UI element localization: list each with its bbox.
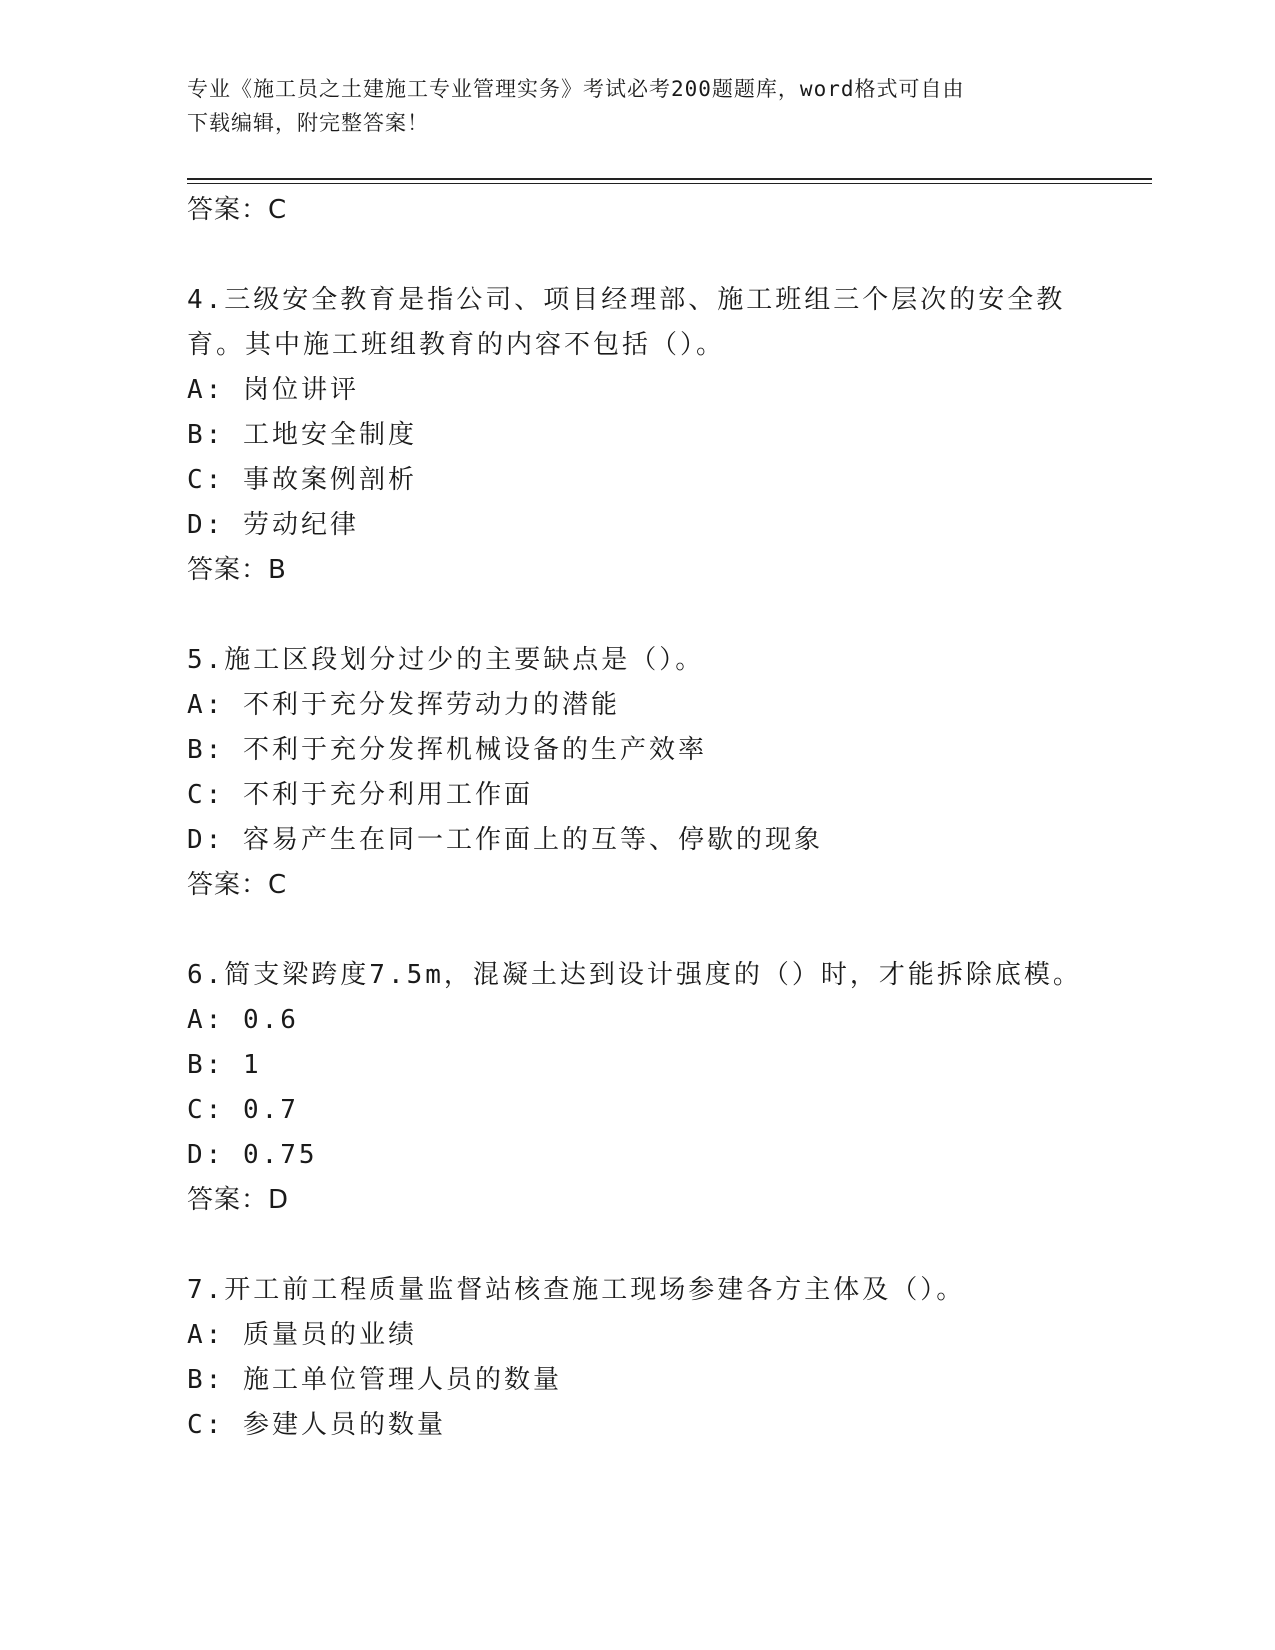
- question-5: [187, 638, 1152, 908]
- header-divider-thin: [187, 183, 1152, 184]
- option-a: A: 0.6: [187, 1005, 299, 1035]
- header-line-2: 下载编辑，附完整答案！: [187, 111, 429, 135]
- option-a: A: 岗位讲评: [187, 375, 359, 405]
- previous-answer: 答案：C: [187, 195, 288, 225]
- option-b: B: 工地安全制度: [187, 420, 417, 450]
- answer: 答案：C: [187, 870, 288, 900]
- question-stem: 7.开工前工程质量监督站核查施工现场参建各方主体及（）。: [187, 1275, 966, 1305]
- spacer: [187, 1223, 1152, 1268]
- option-d: D: 劳动纪律: [187, 510, 359, 540]
- header-divider-thick: [187, 178, 1152, 180]
- option-c: C: 事故案例剖析: [187, 465, 417, 495]
- option-b: B: 施工单位管理人员的数量: [187, 1365, 562, 1395]
- answer: 答案：B: [187, 555, 287, 585]
- option-a: A: 不利于充分发挥劳动力的潜能: [187, 690, 620, 720]
- question-4: [187, 278, 1152, 593]
- option-b: B: 1: [187, 1050, 262, 1080]
- option-d: D: 0.75: [187, 1140, 318, 1170]
- question-7: [187, 1268, 1152, 1448]
- option-c: C: 不利于充分利用工作面: [187, 780, 533, 810]
- option-a: A: 质量员的业绩: [187, 1320, 417, 1350]
- header-line-1: 专业《施工员之土建施工专业管理实务》考试必考200题题库，word格式可自由: [187, 77, 965, 101]
- question-stem-cont: 育。其中施工班组教育的内容不包括（）。: [187, 330, 726, 360]
- spacer: [187, 233, 1152, 278]
- option-b: B: 不利于充分发挥机械设备的生产效率: [187, 735, 707, 765]
- question-stem: 5.施工区段划分过少的主要缺点是（）。: [187, 645, 705, 675]
- option-d: D: 容易产生在同一工作面上的互等、停歇的现象: [187, 825, 823, 855]
- spacer: [187, 593, 1152, 638]
- question-stem: 4.三级安全教育是指公司、项目经理部、施工班组三个层次的安全教: [187, 285, 1066, 315]
- question-list: [187, 188, 1152, 1448]
- page-header: [187, 72, 1067, 140]
- question-stem: 6.简支梁跨度7.5m，混凝土达到设计强度的（）时，才能拆除底模。: [187, 960, 1082, 990]
- spacer: [187, 908, 1152, 953]
- answer: 答案：D: [187, 1185, 290, 1215]
- option-c: C: 0.7: [187, 1095, 299, 1125]
- option-c: C: 参建人员的数量: [187, 1410, 446, 1440]
- question-6: [187, 953, 1152, 1223]
